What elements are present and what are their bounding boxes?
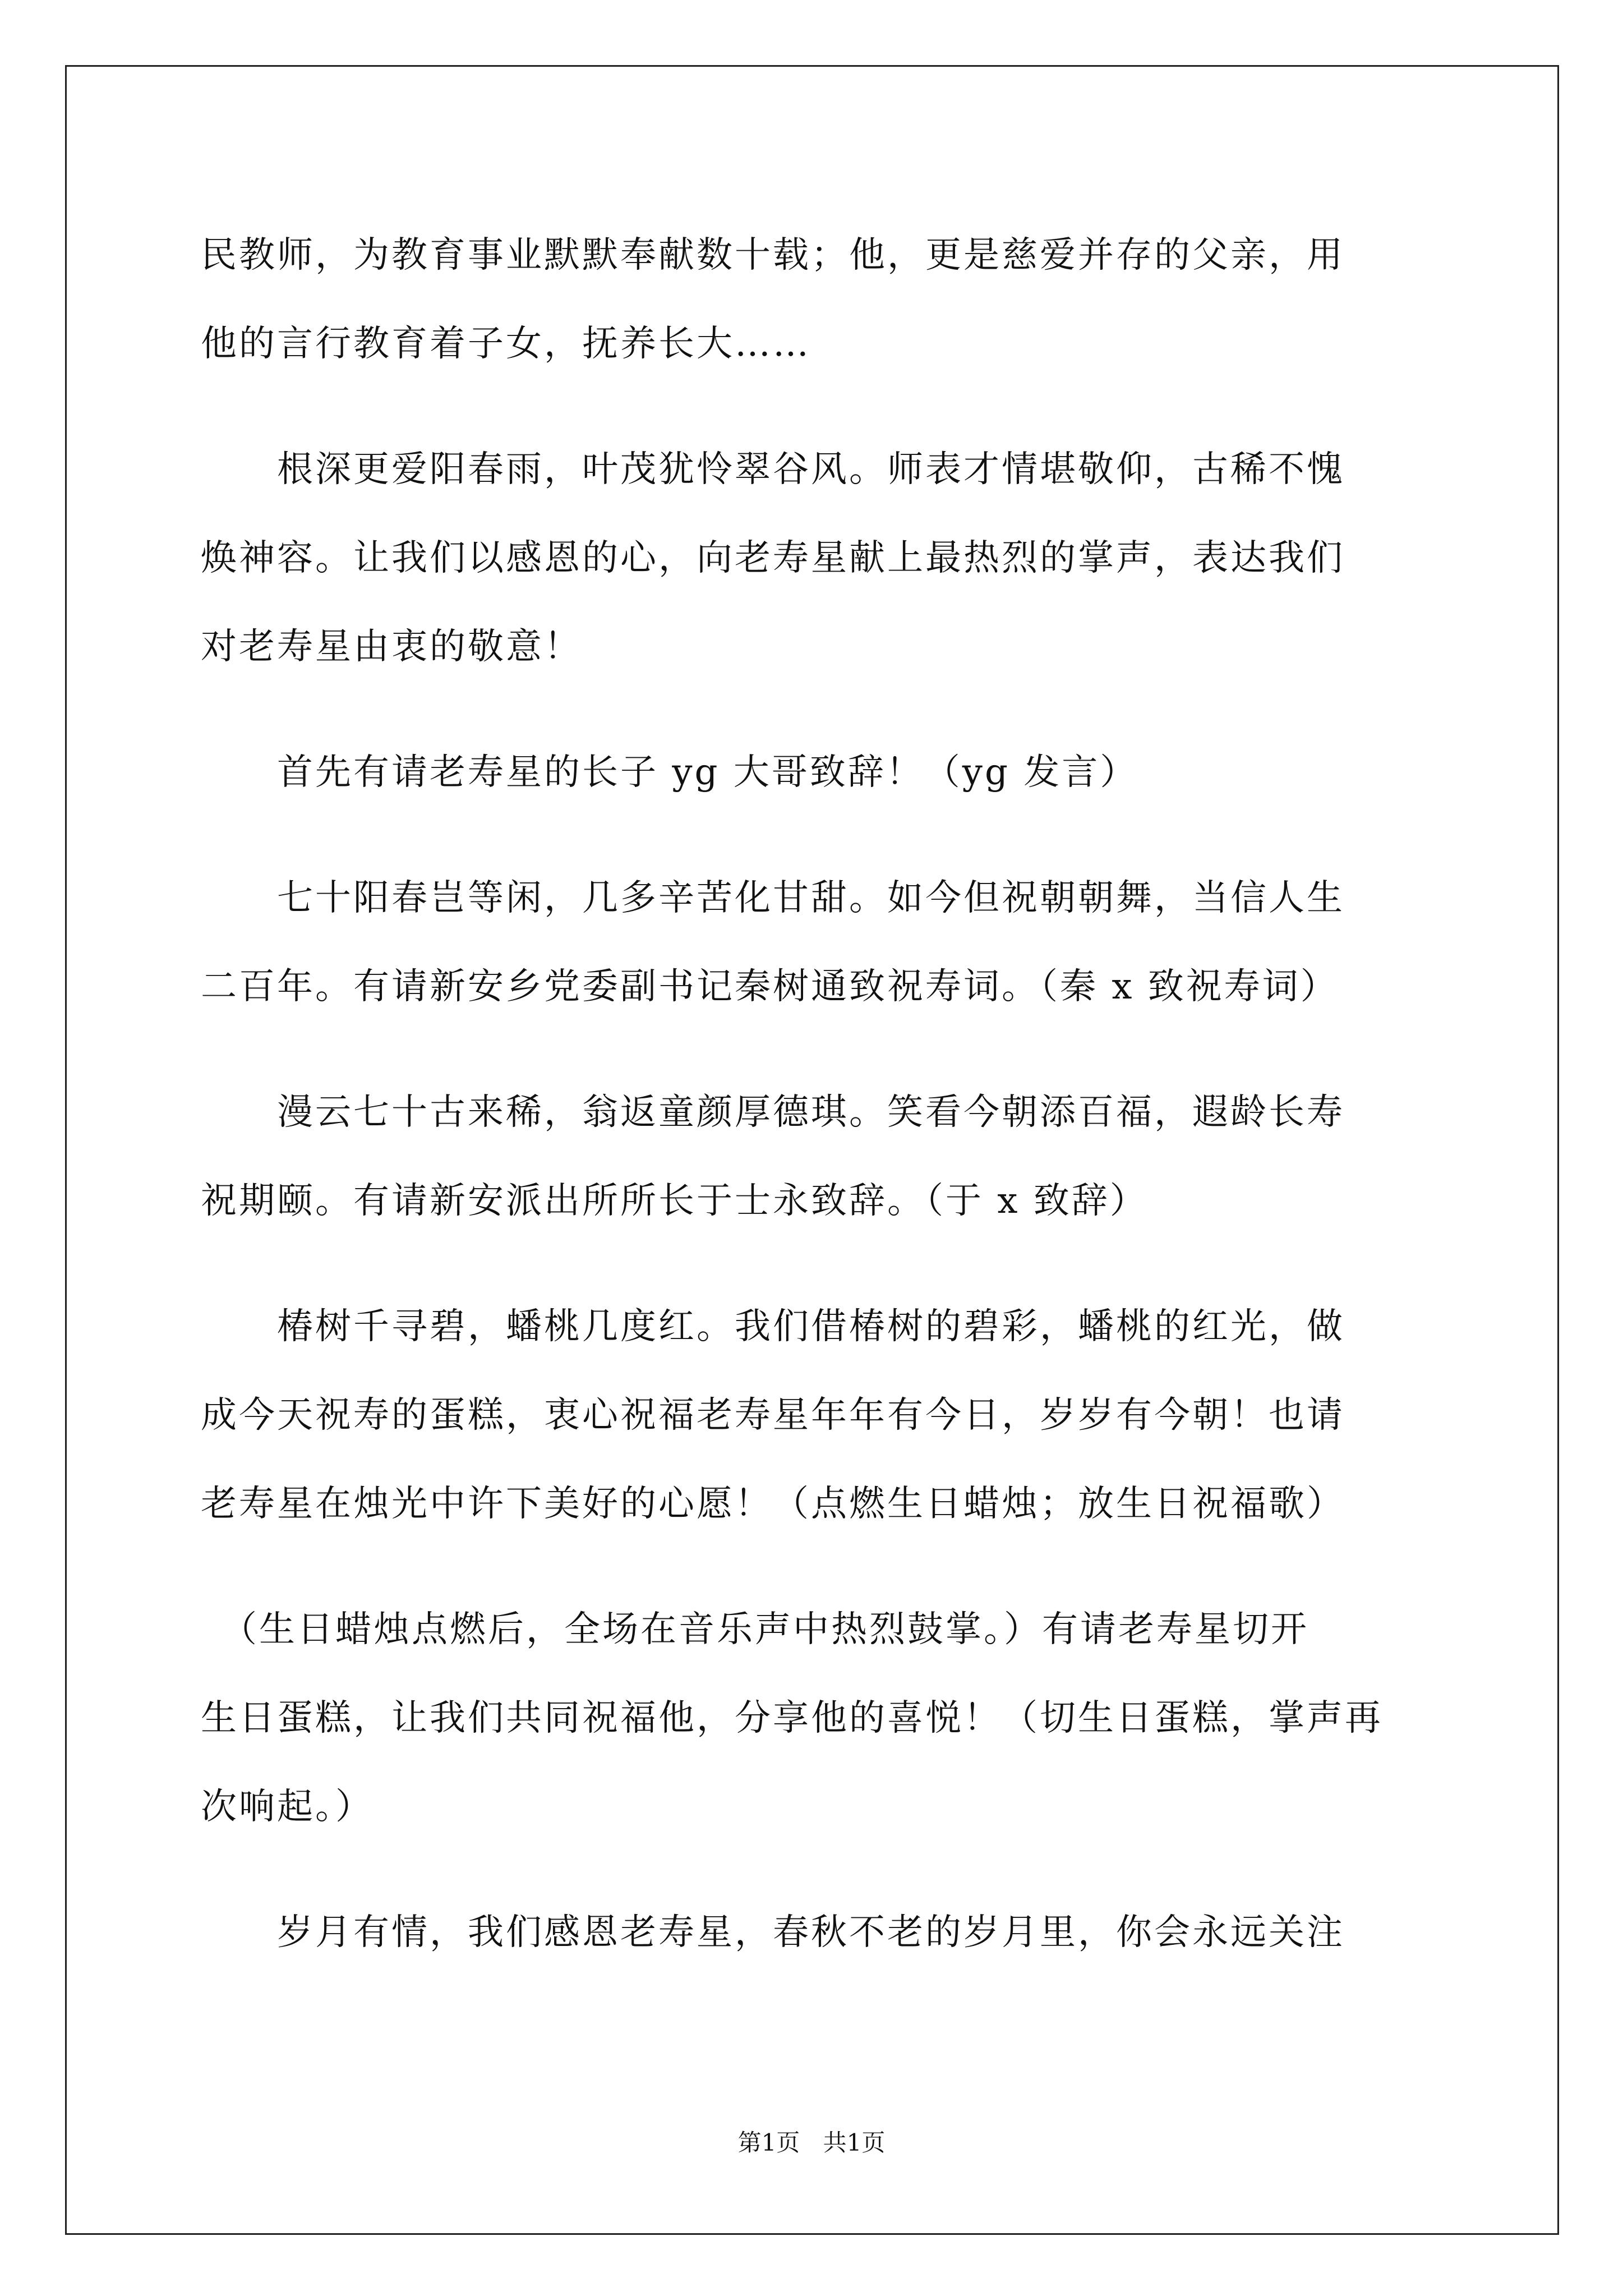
- paragraph-gap: [201, 388, 1435, 425]
- text-line: 首先有请老寿星的长子 yg 大哥致辞！（yg 发言）: [201, 752, 1138, 793]
- text-line: 祝期颐。有请新安派出所所长于士永致辞。（于 x 致辞）: [201, 1180, 1148, 1222]
- paragraph-gap: [201, 691, 1435, 728]
- paragraph-gap: [201, 817, 1435, 854]
- text-line: 成今天祝寿的蛋糕，衷心祝福老寿星年年有今日，岁岁有今朝！也请: [201, 1395, 1345, 1436]
- text-line: 对老寿星由衷的敬意！: [201, 626, 582, 668]
- text-line: 民教师，为教育事业默默奉献数十载；他，更是慈爱并存的父亲，用: [201, 234, 1345, 276]
- paragraph-gap: [201, 1851, 1435, 1888]
- document-body: [201, 211, 1435, 1977]
- text-line: （生日蜡烛点燃后，全场在音乐声中热烈鼓掌。）有请老寿星切开: [201, 1609, 1309, 1650]
- page-footer: [0, 2126, 1623, 2160]
- paragraph-gap: [201, 1031, 1435, 1068]
- text-line: 次响起。）: [201, 1786, 374, 1828]
- page-total: 共1页: [823, 2129, 886, 2156]
- text-line: 生日蛋糕，让我们共同祝福他，分享他的喜悦！（切生日蛋糕，掌声再: [201, 1697, 1383, 1739]
- text-line: 二百年。有请新安乡党委副书记秦树通致祝寿词。（秦 x 致祝寿词）: [201, 966, 1339, 1007]
- text-line: 岁月有情，我们感恩老寿星，春秋不老的岁月里，你会永远关注: [201, 1912, 1345, 1953]
- text-line: 根深更爱阳春雨，叶茂犹怜翠谷风。师表才情堪敬仰，古稀不愧: [201, 449, 1345, 490]
- paragraph-gap: [201, 1245, 1435, 1282]
- text-line: 他的言行教育着子女，抚养长大……: [201, 323, 811, 365]
- text-line: 七十阳春岂等闲，几多辛苦化甘甜。如今但祝朝朝舞，当信人生: [201, 877, 1345, 919]
- paragraph-gap: [201, 1548, 1435, 1585]
- text-line: 椿树千寻碧，蟠桃几度红。我们借椿树的碧彩，蟠桃的红光，做: [201, 1306, 1345, 1347]
- text-line: 焕神容。让我们以感恩的心，向老寿星献上最热烈的掌声，表达我们: [201, 537, 1345, 579]
- text-line: 漫云七十古来稀，翁返童颜厚德琪。笑看今朝添百福，遐龄长寿: [201, 1092, 1345, 1133]
- page-number: 第1页: [737, 2129, 800, 2156]
- text-line: 老寿星在烛光中许下美好的心愿！（点燃生日蜡烛；放生日祝福歌）: [201, 1483, 1345, 1525]
